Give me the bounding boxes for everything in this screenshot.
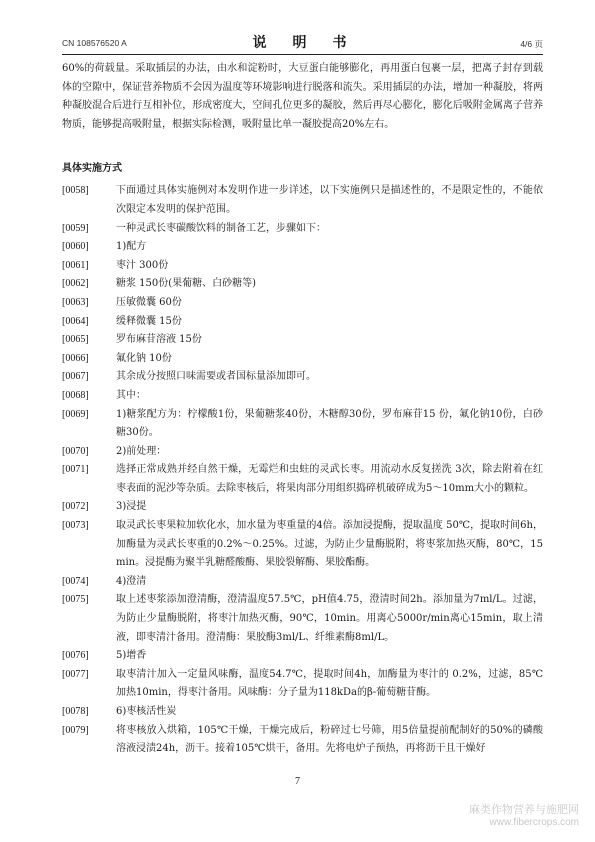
- paragraph-number: [0067]: [62, 371, 89, 383]
- intro-paragraph: 60%的荷载量。采取插层的办法，由水和淀粉时，大豆蛋白能够膨化，再用蛋白包裹一层，把离子封存到载体的空隙中，保证营养物质不会因为温度等环境影响进行脱落和流失。采用插层的办法，增加一种凝胶，将两种凝胶混合后进行互相补位，形成密度大，空间孔位更多的凝胶，然后再尽心膨化，膨化后吸附金属离子营养物质，能够提高吸附量，根据实际检测，吸附量比单一凝胶提高20%左右。: [62, 63, 543, 130]
- paragraph-number: [0064]: [62, 315, 89, 327]
- page-header: [62, 28, 543, 52]
- paragraph-number: [0076]: [62, 650, 89, 662]
- paragraph-text: 一种灵武长枣碳酸饮料的制备工艺，步骤如下：: [116, 222, 326, 234]
- section-title: 具体实施方式: [62, 163, 122, 175]
- patent-number: CN 108576520 A: [62, 38, 127, 48]
- numbered-paragraph: [62, 387, 543, 406]
- paragraph-text: 压敏微囊 60份: [116, 296, 182, 308]
- paragraph-text: 4)澄清: [116, 575, 147, 587]
- numbered-paragraph: [62, 220, 543, 239]
- paragraph-text: 糖浆 150份(果葡糖、白砂糖等): [116, 278, 257, 290]
- page-count: 4/6 页: [520, 39, 543, 49]
- numbered-paragraph: [62, 313, 543, 332]
- paragraph-text: 1)糖浆配方为：柠檬酸1份，果葡糖浆40份，木糖醇30份，罗布麻苷15 份，氟化钠10份，白砂糖30份。: [116, 408, 543, 439]
- paragraph-text: 枣汁 300份: [116, 259, 169, 271]
- numbered-paragraph: [62, 517, 543, 573]
- numbered-paragraph: [62, 350, 543, 369]
- paragraph-text: 罗布麻苷溶液 15份: [116, 334, 202, 346]
- paragraph-text: 1)配方: [116, 241, 147, 253]
- numbered-paragraph: [62, 443, 543, 462]
- paragraph-text: 3)浸提: [116, 501, 147, 513]
- paragraph-number: [0062]: [62, 278, 89, 290]
- paragraph-number: [0061]: [62, 259, 89, 271]
- paragraph-number: [0063]: [62, 296, 89, 308]
- numbered-paragraph: [62, 275, 543, 294]
- numbered-paragraph: [62, 331, 543, 350]
- paragraph-number: [0068]: [62, 389, 89, 401]
- paragraph-number: [0075]: [62, 594, 89, 606]
- paragraph-number: [0065]: [62, 334, 89, 346]
- paragraph-number: [0072]: [62, 501, 89, 513]
- paragraph-text: 取枣清汁加入一定量风味酶，温度54.7℃，提取时间4h，加酶量为枣汁的 0.2%，过滤，85℃加热10min，得枣汁备用。风味酶：分子量为118kDa的β-葡萄糖苷酶。: [116, 668, 543, 699]
- paragraph-number: [0070]: [62, 445, 89, 457]
- watermark-name: 麻类作物营养与施肥网: [469, 803, 579, 816]
- watermark-url: www.fibercrops.com: [489, 817, 579, 828]
- numbered-paragraph: [62, 406, 543, 443]
- numbered-paragraph: [62, 294, 543, 313]
- numbered-paragraph: [62, 461, 543, 498]
- paragraph-number: [0079]: [62, 724, 89, 736]
- numbered-paragraph: [62, 498, 543, 517]
- paragraph-number: [0059]: [62, 222, 89, 234]
- paragraph-number: [0066]: [62, 352, 89, 364]
- paragraph-number: [0073]: [62, 520, 89, 532]
- paragraph-text: 氟化钠 10份: [116, 352, 172, 364]
- paragraph-text: 取灵武长枣果粒加软化水，加水量为枣重量的4倍。添加浸提酶，提取温度 50℃，提取时间6h，加酶量为灵武长枣重的0.2%～0.25%。过滤，为防止少量酶脱附，将枣浆加热灭酶，80℃，15min。浸提酶为聚半乳糖醛酸酶、果胶裂解酶、果胶酯酶。: [116, 520, 543, 569]
- paragraph-text: 其余成分按照口味需要或者国标量添加即可。: [116, 371, 316, 383]
- paragraph-text: 选择正常成熟并经自然干燥，无霉烂和虫蛀的灵武长枣。用流动水反复搓洗 3次，除去附着在红枣表面的泥沙等杂质。去除枣核后，将果肉部分用组织捣碎机破碎成为5～10mm大小的颗粒。: [116, 464, 543, 494]
- numbered-paragraph: [62, 368, 543, 387]
- paragraph-text: 将枣核放入烘箱，105℃干燥，干燥完成后，粉碎过七号筛，用5倍量提前配制好的50%的磷酸溶液浸渍24h，沥干。接着105℃烘干，备用。先将电炉子预热，再将沥干且干燥好: [116, 724, 543, 755]
- paragraph-number: [0060]: [62, 241, 89, 253]
- paragraph-text: 其中：: [116, 389, 146, 401]
- paragraph-number: [0071]: [62, 464, 89, 476]
- paragraph-text: 缓释微囊 15份: [116, 315, 182, 327]
- numbered-paragraph: [62, 722, 543, 759]
- paragraph-text: 2)前处理：: [116, 445, 167, 457]
- paragraph-text: 6)枣核活性炭: [116, 706, 177, 717]
- paragraph-text: 5)增香: [116, 650, 147, 662]
- paragraph-number: [0074]: [62, 575, 89, 587]
- numbered-paragraph: [62, 182, 543, 219]
- paragraph-number: [0058]: [62, 185, 89, 197]
- paragraph-number: [0077]: [62, 668, 89, 680]
- numbered-paragraph: [62, 647, 543, 666]
- numbered-paragraph: [62, 666, 543, 703]
- paragraph-list: [62, 182, 543, 758]
- paragraph-text: 下面通过具体实施例对本发明作进一步详述，以下实施例只是描述性的，不是限定性的，不能依次限定本发明的保护范围。: [116, 185, 543, 215]
- numbered-paragraph: [62, 238, 543, 257]
- document-body: [62, 60, 543, 759]
- paragraph-number: [0069]: [62, 408, 89, 420]
- document-title: 说 明 书: [252, 35, 353, 51]
- numbered-paragraph: [62, 573, 543, 592]
- paragraph-text: 取上述枣浆添加澄清酶，澄清温度57.5℃，pH值4.75，澄清时间2h。添加量为7ml/L。过滤，为防止少量酶脱附，将枣汁加热灭酶，90℃，10min。用离心5000r/min离心15min，取上清液，即枣清汁备用。澄清酶：果胶酶3ml/L、纤维素酶8ml/L。: [116, 594, 543, 643]
- header-divider: [62, 54, 543, 55]
- numbered-paragraph: [62, 257, 543, 276]
- page-number: 7: [295, 776, 300, 787]
- numbered-paragraph: [62, 703, 543, 722]
- site-watermark: [469, 803, 579, 829]
- paragraph-number: [0078]: [62, 706, 89, 717]
- numbered-paragraph: [62, 591, 543, 647]
